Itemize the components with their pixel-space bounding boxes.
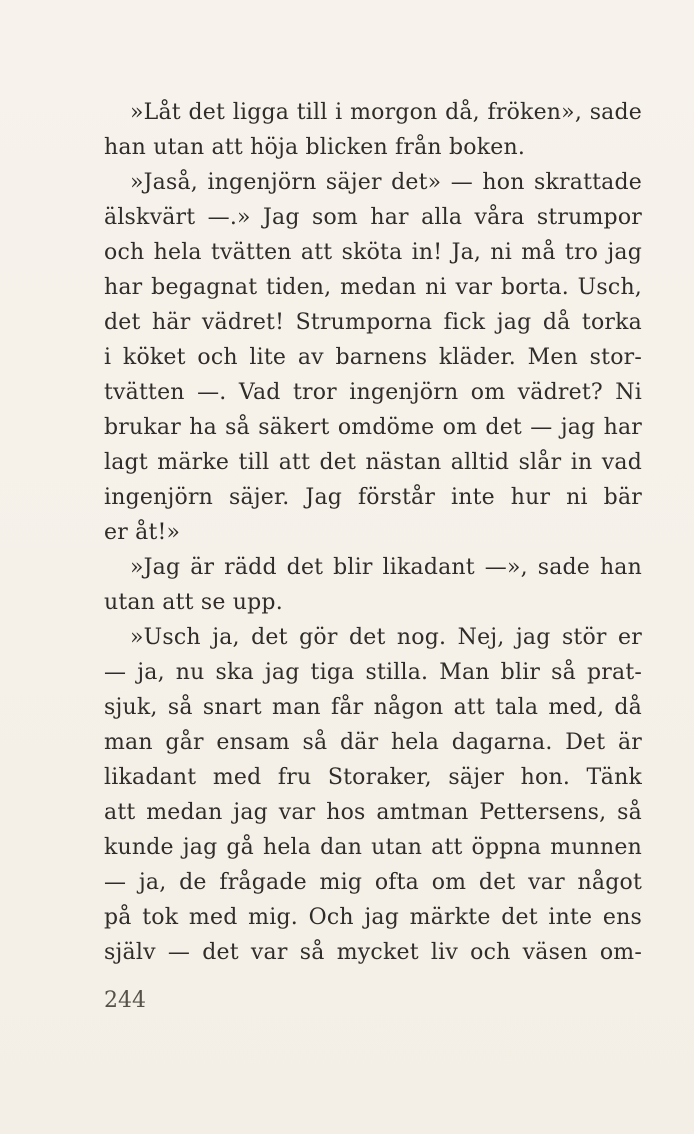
page-number: 244 xyxy=(104,988,146,1013)
text-line: — ja, de frågade mig ofta om det var något xyxy=(104,870,642,895)
text-line: utan att se upp. xyxy=(104,590,283,615)
text-line: »Usch ja, det gör det nog. Nej, jag stör er xyxy=(130,625,642,650)
text-line: brukar ha så säkert omdöme om det — jag har xyxy=(104,415,642,440)
text-line: tvätten —. Vad tror ingenjörn om vädret? Ni xyxy=(104,380,642,405)
text-line: han utan att höja blicken från boken. xyxy=(104,135,526,160)
text-line: ingenjörn säjer. Jag förstår inte hur ni bär xyxy=(104,485,642,510)
text-line: att medan jag var hos amtman Pettersens, så xyxy=(104,800,642,825)
text-line: lagt märke till att det nästan alltid slår in vad xyxy=(104,450,642,475)
text-line: sjuk, så snart man får någon att tala med, då xyxy=(104,695,642,720)
text-line: och hela tvätten att sköta in! Ja, ni må tro jag xyxy=(104,240,642,265)
text-line: i köket och lite av barnens kläder. Men stor- xyxy=(104,345,642,370)
text-line: — ja, nu ska jag tiga stilla. Man blir så prat- xyxy=(104,660,642,685)
text-line: älskvärt —.» Jag som har alla våra strumpor xyxy=(104,205,642,230)
text-line: man går ensam så där hela dagarna. Det är xyxy=(104,730,642,755)
text-line: likadant med fru Storaker, säjer hon. Tänk xyxy=(104,765,642,790)
text-line: själv — det var så mycket liv och väsen om- xyxy=(104,940,642,965)
text-line: »Jaså, ingenjörn säjer det» — hon skrattade xyxy=(130,170,642,195)
text-line: har begagnat tiden, medan ni var borta. Usch, xyxy=(104,275,642,300)
text-line: er åt!» xyxy=(104,520,181,545)
text-line: »Låt det ligga till i morgon då, fröken», sade xyxy=(130,100,642,125)
text-line: »Jag är rädd det blir likadant —», sade han xyxy=(130,555,642,580)
text-line: kunde jag gå hela dan utan att öppna munnen xyxy=(104,835,642,860)
text-line: det här vädret! Strumporna fick jag då torka xyxy=(104,310,642,335)
text-line: på tok med mig. Och jag märkte det inte ens xyxy=(104,905,642,930)
